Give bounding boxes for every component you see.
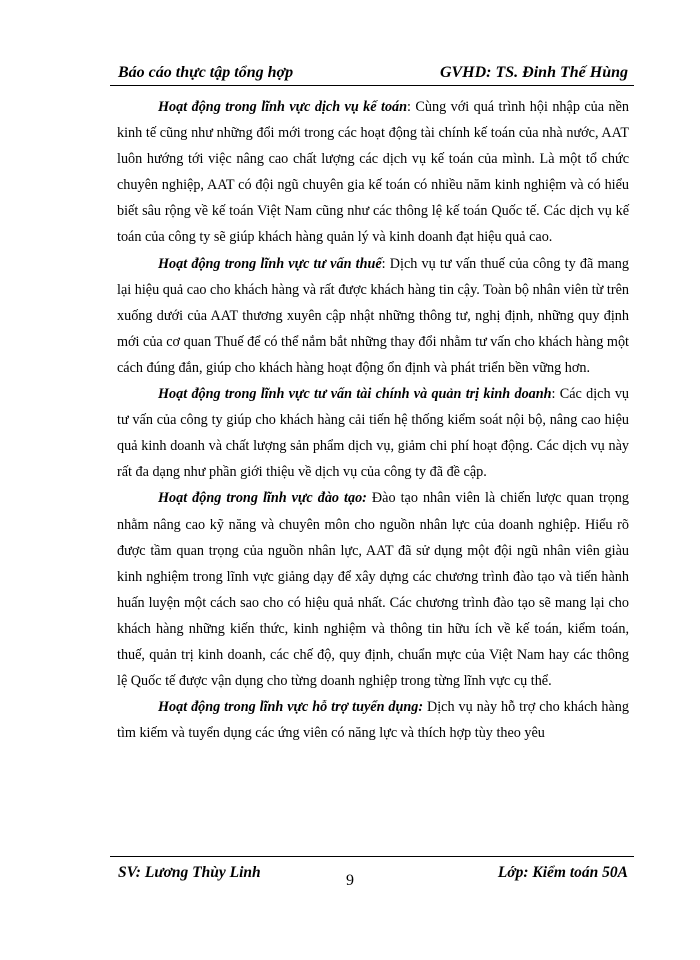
page-header xyxy=(118,62,628,86)
report-title: Báo cáo thực tập tổng hợp xyxy=(118,64,294,81)
paragraph-heading: Hoạt động trong lĩnh vực hỗ trợ tuyển dụng: xyxy=(158,699,424,716)
paragraph-accounting-services xyxy=(117,94,629,251)
paragraph-text: Dịch vụ này hỗ trợ cho khách hàng tìm kiếm và tuyển dụng các ứng viên có năng lực và thích hợp tùy theo yêu xyxy=(117,699,629,742)
paragraph-heading: Hoạt động trong lĩnh vực tư vấn tài chính và quản trị kinh doanh xyxy=(158,386,552,403)
paragraph-recruitment xyxy=(117,694,629,746)
page-number: 9 xyxy=(346,872,354,889)
footer-divider xyxy=(110,856,634,857)
paragraph-heading: Hoạt động trong lĩnh vực dịch vụ kế toán xyxy=(158,99,408,115)
paragraph-tax-consulting xyxy=(117,251,629,381)
paragraph-finance-consulting xyxy=(117,381,629,485)
paragraph-text: : Dịch vụ tư vấn thuế của công ty đã mang lại hiệu quả cao cho khách hàng và rất được khách hàng tin cậy. Toàn bộ nhân viên từ trên xuống dưới của AAT thương xuyên cập nhật những thông tư, nghị định, những quy định mới của cơ quan Thuế để có thể nắm bắt những thay đổi nhằm tư vấn cho khách hàng một cách đúng đắn, giúp cho khách hàng hoạt động ổn định và phát triển bền vững hơn. xyxy=(117,255,629,376)
paragraph-heading: Hoạt động trong lĩnh vực đào tạo: xyxy=(158,490,367,507)
paragraph-text: Đào tạo nhân viên là chiến lược quan trọng nhằm nâng cao kỹ năng và chuyên môn cho nguồn nhân lực của doanh nghiệp. Hiểu rõ được tầm quan trọng của nguồn nhân lực, AAT đã sử dụng một đội ngũ nhân viên giàu kinh nghiệm trong lĩnh vực giảng dạy để xây dựng các chương trình đào tạo và tiến hành huấn luyện một cách sao cho có hiệu quả nhất. Các chương trình đào tạo sẽ mang lại cho khách hàng những kiến thức, kinh nghiệm và thông tin hữu ích về kế toán, kiểm toán, thuế, quản trị kinh doanh, các chế độ, quy định, chuẩn mực của Việt Nam hay các thông lệ Quốc tế được vận dụng cho từng doanh nghiệp trong từng lĩnh vực cụ thể. xyxy=(117,490,629,690)
student-name: SV: Lương Thùy Linh xyxy=(118,864,261,881)
class-name: Lớp: Kiểm toán 50A xyxy=(497,864,628,881)
document-body xyxy=(117,94,629,746)
paragraph-text: : Cùng với quá trình hội nhập của nền kinh tế cũng như những đổi mới trong các hoạt động tài chính kế toán của nhà nước, AAT luôn hướng tới việc nâng cao chất lượng các dịch vụ kế toán của mình. Là một tổ chức chuyên nghiệp, AAT có đội ngũ chuyên gia kế toán có nhiều năm kinh nghiệm và có hiểu biết sâu rộng về kế toán Việt Nam cũng như các thông lệ kế toán Quốc tế. Các dịch vụ kế toán của công ty sẽ giúp khách hàng quản lý và kinh doanh đạt hiệu quả cao. xyxy=(117,99,629,246)
paragraph-text: : Các dịch vụ tư vấn của công ty giúp cho khách hàng cải tiến hệ thống kiểm soát nội bộ, nâng cao hiệu quả kinh doanh và chất lượng sản phẩm dịch vụ, giảm chi phí hoạt động. Các dịch vụ này rất đa dạng như phần giới thiệu về dịch vụ của công ty đã đề cập. xyxy=(117,386,630,481)
paragraph-heading: Hoạt động trong lĩnh vực tư vấn thuế xyxy=(158,255,382,272)
supervisor: GVHD: TS. Đinh Thế Hùng xyxy=(439,64,628,81)
paragraph-training xyxy=(117,485,629,694)
header-divider xyxy=(110,85,634,86)
